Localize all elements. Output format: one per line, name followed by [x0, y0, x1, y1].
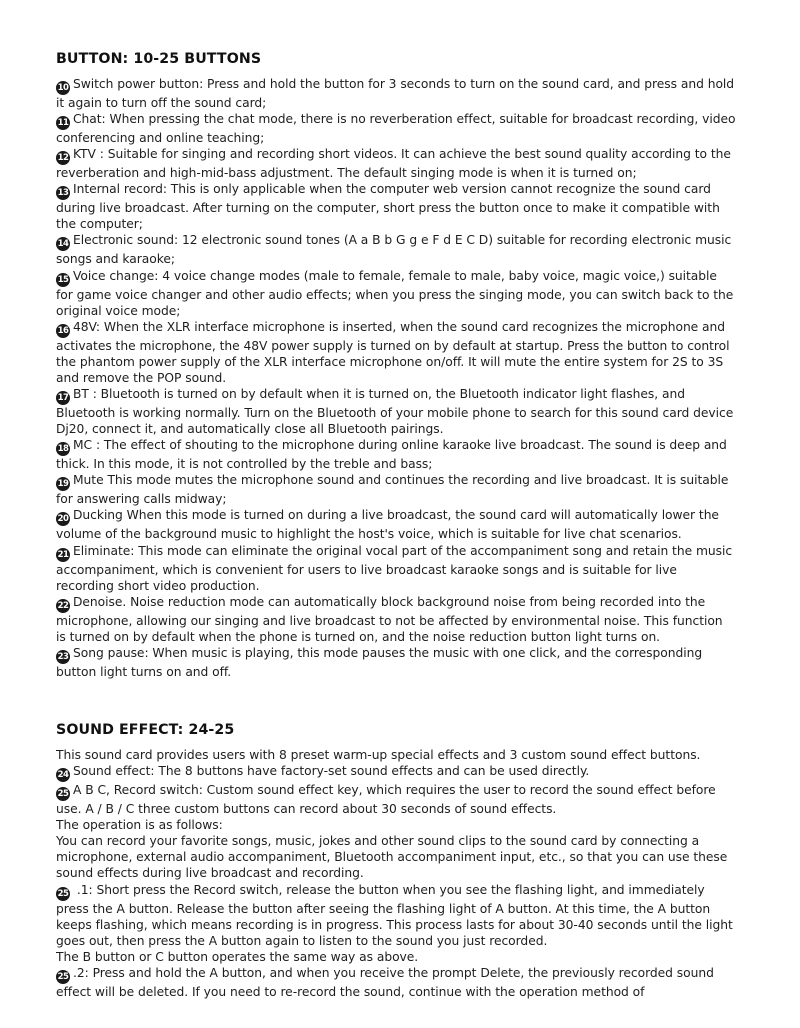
number-25-badge: 25 [57, 888, 69, 899]
number-12-badge: 12 [57, 153, 69, 164]
button-item-23: 23 Song pause: When music is playing, this mode pauses the music with one click, and the corresponding button light turns on and off. [56, 645, 703, 679]
button-item-19: 19 Mute This mode mutes the microphone sound and continues the recording and live broadcast. It is suitable for answering calls midway; [56, 473, 729, 507]
operation-label: The operation is as follows: [56, 818, 223, 833]
button-item-14: 14 Electronic sound: 12 electronic sound tones (A a B b G g e F d E C D) suitable for recording electronic music songs and karaoke; [56, 233, 732, 267]
sound-item-24: 24 Sound effect: The 8 buttons have factory-set sound effects and can be used directly. [57, 764, 590, 781]
sound-item-25: 25 A B C, Record switch: Custom sound effect key, which requires the user to record the sound effect before use. A / B / C three custom buttons can record about 30 seconds of sound effects. [56, 783, 716, 817]
operation-step-2: 25 .2: Press and hold the A button, and when you receive the prompt Delete, the previously recorded sound effect will be deleted. If you need to re-record the sound, continue with the operation method of [56, 965, 714, 999]
button-item-17: 17 BT : Bluetooth is turned on by default when it is turned on, the Bluetooth indicator light flashes, and Bluetooth is working normally. Turn on the Bluetooth of your mobile phone to search for this sound card device Dj20, connect it, and automatically close all Bluetooth pairings. [56, 387, 734, 437]
button-item-18: 18 MC : The effect of shouting to the microphone during online karaoke live broadcast. The sound is deep and thick. In this mode, it is not controlled by the treble and bass; [56, 438, 727, 472]
button-item-21: 21 Eliminate: This mode can eliminate the original vocal part of the accompaniment song and retain the music accompaniment, which is convenient for users to live broadcast karaoke songs and is suitable for live recording short video production. [56, 543, 733, 593]
number-22-badge: 22 [57, 600, 69, 611]
number-21-badge: 21 [57, 549, 69, 560]
button-item-10: 10 Switch power button: Press and hold the button for 3 seconds to turn on the sound card, and press and hold it again to turn off the sound card; [56, 77, 735, 110]
number-24-badge: 24 [57, 770, 69, 781]
button-item-22: 22 Denoise. Noise reduction mode can automatically block background noise from being recorded into the microphone, allowing our singing and live broadcast to not be affected by environmental noise. This function is turned on by default when the phone is turned on, and the noise reduction button light turns on. [56, 594, 723, 644]
number-25-badge: 25 [57, 971, 69, 982]
number-15-badge: 15 [57, 274, 69, 285]
number-11-badge: 11 [57, 118, 69, 129]
button-item-12: 12 KTV : Suitable for singing and recording short videos. It can achieve the best sound quality according to the reverberation and high-mid-bass adjustment. The default singing mode is when it is turned on; [56, 147, 731, 181]
button-item-11: 11 Chat: When pressing the chat mode, there is no reverberation effect, suitable for broadcast recording, video conferencing and online teaching; [56, 112, 736, 146]
number-16-badge: 16 [57, 325, 69, 336]
number-10-badge: 10 [57, 83, 69, 93]
number-17-badge: 17 [57, 393, 69, 404]
number-25-badge: 25 [57, 789, 69, 800]
operation-description: You can record your favorite songs, music, jokes and other sound clips to the sound card by connecting a microphone, external audio accompaniment, Bluetooth accompaniment input, etc., so that you can use these sound effects during live broadcast and recording. [56, 834, 728, 881]
button-item-20: 20 Ducking When this mode is turned on during a live broadcast, the sound card will automatically lower the volume of the background music to highlight the host's voice, which is suitable for live chat scenarios. [56, 508, 719, 542]
button-section-heading: BUTTON: 10-25 BUTTONS [56, 51, 262, 67]
number-23-badge: 23 [57, 651, 69, 662]
sound-effect-heading: SOUND EFFECT: 24-25 [56, 722, 235, 738]
operation-step-1: 25 .1: Short press the Record switch, release the button when you see the flashing light, and immediately press the A button. Release the button after seeing the flashing light of A button. At this time, the A button keeps flashing, which means recording is in progress. This process lasts for about 30-40 seconds until the light goes out, then press the A button again to listen to the sound you just recorded. [56, 882, 733, 948]
number-20-badge: 20 [57, 514, 69, 525]
number-14-badge: 14 [57, 239, 69, 250]
button-section [56, 51, 736, 680]
number-19-badge: 19 [57, 479, 69, 490]
button-item-16: 16 48V: When the XLR interface microphone is inserted, when the sound card recognizes the microphone and activates the microphone, the 48V power supply is turned on by default at startup. Press the button to control the phantom power supply of the XLR interface microphone on/off. It will mute the entire system for 2S to 3S and remove the POP sound. [56, 319, 730, 385]
sound-effect-section [56, 722, 740, 1000]
button-item-13: 13 Internal record: This is only applicable when the computer web version cannot recognize the sound card during live broadcast. After turning on the computer, short press the button once to make it compatible with the computer; [56, 182, 720, 232]
bc-button-note: The B button or C button operates the same way as above. [56, 949, 419, 964]
number-13-badge: 13 [57, 188, 69, 199]
button-item-15: 15 Voice change: 4 voice change modes (male to female, female to male, baby voice, magic voice,) suitable for game voice changer and other audio effects; when you press the singing mode, you can switch back to the original voice mode; [56, 268, 734, 318]
sound-effect-intro: This sound card provides users with 8 preset warm-up special effects and 3 custom sound effect buttons. [56, 748, 701, 762]
number-18-badge: 18 [57, 444, 69, 455]
